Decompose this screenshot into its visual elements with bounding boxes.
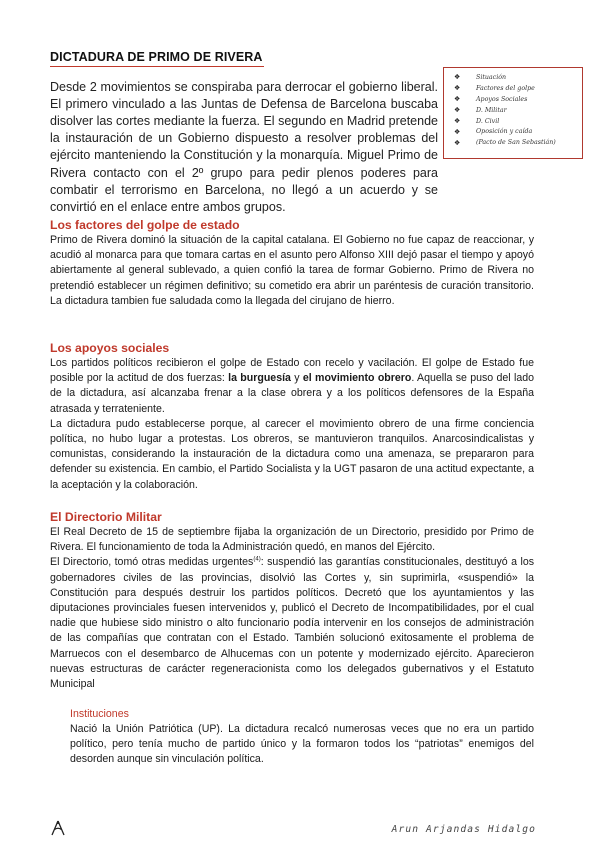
section-heading: El Directorio Militar xyxy=(50,510,162,524)
bold-term: la burguesía xyxy=(228,372,291,385)
author-name: Arun Arjandas Hidalgo xyxy=(391,824,536,835)
intro-paragraph: Desde 2 movimientos se conspiraba para derrocar el gobierno liberal. El primero vinculado a las Juntas de Defensa de Barcelona buscaba disolver las cortes mediante la fuerza. El segundo en Madrid pretende la instauración de un Gobierno dispuesto a resolver problemas del ejército manteniendo la Constitución y la monarquía. Miguel Primo de Rivera contacto con el 2º grupo para pedir plenos poderes para combatir el terrorismo en Barcelona, no llegó a un acuerdo y se convirtió en el enlace entre ambos grupos. xyxy=(50,79,438,214)
subsection-paragraph: Nació la Unión Patriótica (UP). La dictadura recalcó numerosas veces que no era un partido político, pero tenía mucho de partido único y la formaron todos los “patriotas” enemigos del desorden aunque sin vinculación política. xyxy=(70,723,534,766)
section-directorio-militar xyxy=(50,510,534,692)
outline-item xyxy=(454,105,582,116)
outline-item-label: (Pacto de San Sebastián) xyxy=(476,139,556,147)
outline-item xyxy=(454,72,582,83)
section-paragraph: Los partidos políticos recibieron el golpe de Estado con recelo y vacilación. El golpe de Estado fue posible por la actitud de dos fuerzas: la burguesía y el movimiento obrero. Aquella se puso del lado de la dictadura, así alcanzaba frenar a la clase obrera y a los políticos defensores de la España atrasada y terrateniente. xyxy=(50,357,535,415)
section-paragraph: El Real Decreto de 15 de septiembre fijaba la organización de un Directorio, presidido por Primo de Rivera. El funcionamiento de toda la Administración quedó, en manos del Ejército. xyxy=(50,526,534,554)
subsection-instituciones xyxy=(70,708,534,768)
section-apoyos-sociales xyxy=(50,341,534,493)
section-heading: Los factores del golpe de estado xyxy=(50,218,240,232)
outline-item-label: Apoyos Sociales xyxy=(476,95,528,103)
section-heading: Los apoyos sociales xyxy=(50,341,170,355)
outline-item xyxy=(454,126,582,137)
outline-item xyxy=(454,83,582,94)
outline-item-label: Oposición y caída xyxy=(476,128,533,136)
outline-box xyxy=(443,67,583,159)
section-paragraph: La dictadura pudo establecerse porque, al carecer el movimiento obrero de una firme conciencia política, no hubo lugar a protestas. Los obreros, se mantuvieron tranquilos. Anarcosindicalistas y comunistas, considerando la instauración de la dictadura como una amenaza, se prepararon para defender su existencia. En cambio, el Partido Socialista y la UGT pasaron de una actitud expectante, a la aceptación y la colaboración. xyxy=(50,417,534,491)
outline-list xyxy=(454,72,582,148)
outline-item xyxy=(454,94,582,105)
outline-item-label: Situación xyxy=(476,73,507,81)
title-underline xyxy=(50,66,264,67)
diamond-bullet-icon: ❖ xyxy=(454,73,461,82)
compass-logo-icon xyxy=(50,820,66,836)
diamond-bullet-icon: ❖ xyxy=(454,117,461,125)
diamond-bullet-icon: ❖ xyxy=(454,106,461,115)
outline-item xyxy=(454,116,582,127)
diamond-bullet-icon: ❖ xyxy=(454,95,461,104)
diamond-bullet-icon: ❖ xyxy=(454,127,461,136)
bold-term: el movimiento obrero xyxy=(302,372,412,385)
outline-item-label: D. Militar xyxy=(476,106,507,114)
section-paragraph: Primo de Rivera dominó la situación de la capital catalana. El Gobierno no fue capaz de reaccionar, y acudió al monarca para que tomara cartas en el asunto pero Alfonso XIII dejó pasar el tiempo y apoyó abiertamente al general sublevado, a quien confió la tarea de formar Gobierno. Primo de Rivera no pretendió establecer un régimen definitivo; su cometido era abrir un paréntesis de curación transitorio. La dictadura tambien fue saludada como la llegada del cirujano de hierro. xyxy=(50,234,534,307)
section-factores-golpe xyxy=(50,218,534,309)
page-title-text: DICTADURA DE PRIMO DE RIVERA xyxy=(50,50,263,64)
subsection-heading: Instituciones xyxy=(70,708,129,720)
outline-item-label: D. Civil xyxy=(476,117,500,125)
footnote-marker: (4) xyxy=(253,556,261,563)
diamond-bullet-icon: ❖ xyxy=(454,138,461,147)
page-title xyxy=(50,50,350,64)
diamond-bullet-icon: ❖ xyxy=(454,84,461,93)
outline-item-label: Factores del golpe xyxy=(476,84,535,92)
outline-item xyxy=(454,137,582,148)
section-paragraph: El Directorio, tomó otras medidas urgentes$^{(4)}$: suspendió las garantías constitucionales, destituyó a los gobernadores civiles de las provincias, disolvió las Cortes y, sin suprimirla, «suspendió» la Constitución para después destruir los partidos políticos. Decretó que los ayuntamientos y las diputaciones provinciales fuesen intervenidos y, publicó el Decreto de Incompatibilidades, por el cual nadie que hubiese sido ministro o alto funcionario podía intervenir en los consejos de administración de las compañías que contratan con el Estado. También solucionó exitosamente el problema de Marruecos con el desembarco de Alhucemas con un potente y modernizado ejército. Aparecieron nuevas estructuras de carácter regeneracionista como los delegados gubernativos y el Estatuto Municipal xyxy=(50,556,535,691)
